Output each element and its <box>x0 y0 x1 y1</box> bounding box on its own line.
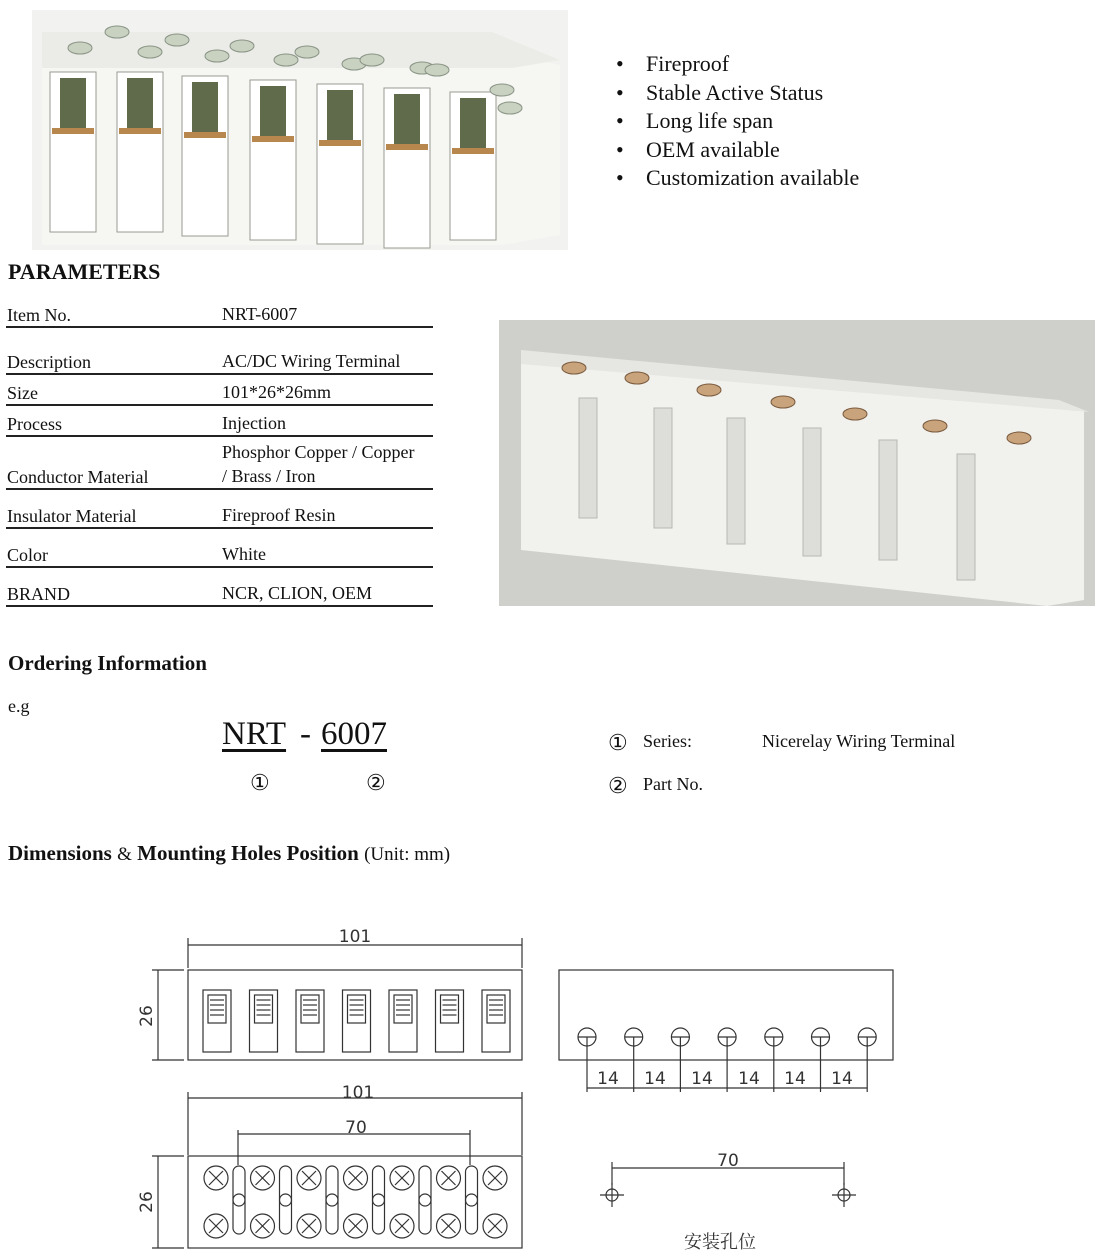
legend-value: Nicerelay Wiring Terminal <box>762 731 956 751</box>
parameters-title: PARAMETERS <box>8 259 161 284</box>
terminal-clamp <box>394 995 412 1023</box>
product-photo-top <box>32 10 568 250</box>
param-label: BRAND <box>6 567 221 606</box>
table-row <box>6 298 433 327</box>
code-part-number: 6007 <box>321 716 387 752</box>
pitch-label: 14 <box>691 1069 713 1089</box>
mounting-slot <box>326 1166 338 1234</box>
dim-length-label: 101 <box>341 1083 375 1103</box>
param-value: NCR, CLION, OEM <box>221 567 433 606</box>
dim-hole-span-label: 70 <box>345 1118 367 1138</box>
pitch-label: 14 <box>784 1069 806 1089</box>
mounting-hole <box>233 1194 245 1206</box>
pitch-label: 14 <box>644 1069 666 1089</box>
terminal-slot <box>482 990 510 1052</box>
code-separator: - <box>300 716 311 752</box>
param-label: Item No. <box>6 298 221 327</box>
feature-item: • Stable Active Status <box>616 79 859 108</box>
param-value-line: / Brass / Iron <box>222 466 316 486</box>
terminal-slot <box>389 990 417 1052</box>
mounting-slot <box>280 1166 292 1234</box>
dim-length-label: 101 <box>338 927 372 947</box>
mounting-slot <box>233 1166 245 1234</box>
mounting-slot <box>419 1166 431 1234</box>
param-label: Size <box>6 374 221 405</box>
parameters-table <box>6 298 433 607</box>
dim-height-label: 26 <box>137 1191 157 1213</box>
mounting-hole-caption: 安装孔位 <box>684 1232 756 1253</box>
param-label: Color <box>6 528 221 567</box>
feature-item: • Customization available <box>616 164 859 193</box>
dimension-drawing <box>0 900 1100 1260</box>
mounting-hole <box>419 1194 431 1206</box>
param-value-line: Phosphor Copper / Copper <box>222 442 415 462</box>
mounting-hole <box>466 1194 478 1206</box>
terminal-slot <box>296 990 324 1052</box>
feature-list <box>616 50 859 193</box>
terminal-clamp <box>487 995 505 1023</box>
feature-item: • Fireproof <box>616 50 859 79</box>
dimensions-title-a: Dimensions <box>8 841 112 865</box>
terminal-slot <box>343 990 371 1052</box>
pitch-label: 14 <box>597 1069 619 1089</box>
dimensions-unit: (Unit: mm) <box>364 844 451 865</box>
legend-label: Part No. <box>643 774 703 794</box>
mounting-slot <box>373 1166 385 1234</box>
terminal-slot <box>436 990 464 1052</box>
feature-item: • OEM available <box>616 136 859 165</box>
terminal-clamp <box>348 995 366 1023</box>
terminal-clamp <box>208 995 226 1023</box>
mounting-slot <box>466 1166 478 1234</box>
legend-marker: ② <box>608 773 628 798</box>
legend-marker: ① <box>608 730 628 755</box>
table-row <box>6 405 433 436</box>
ordering-title: Ordering Information <box>8 651 207 675</box>
param-value <box>221 436 433 489</box>
param-value: AC/DC Wiring Terminal <box>221 327 433 374</box>
table-row <box>6 489 433 528</box>
mounting-hole <box>326 1194 338 1206</box>
dim-hole-span-label: 70 <box>717 1151 739 1171</box>
table-row <box>6 327 433 374</box>
terminal-slot <box>203 990 231 1052</box>
dimensions-title-b: Mounting Holes Position <box>137 841 359 865</box>
param-label: Process <box>6 405 221 436</box>
table-row <box>6 528 433 567</box>
ordering-example-label: e.g <box>8 696 30 716</box>
param-value: NRT-6007 <box>221 298 433 327</box>
table-row <box>6 374 433 405</box>
table-row <box>6 567 433 606</box>
terminal-slot <box>250 990 278 1052</box>
param-label: Description <box>6 327 221 374</box>
terminal-clamp <box>255 995 273 1023</box>
dim-height-label: 26 <box>137 1005 157 1027</box>
feature-item: • Long life span <box>616 107 859 136</box>
dimensions-title <box>8 841 450 866</box>
pitch-label: 14 <box>738 1069 760 1089</box>
code-series: NRT <box>222 716 287 752</box>
pitch-label: 14 <box>831 1069 853 1089</box>
param-label: Insulator Material <box>6 489 221 528</box>
param-value: Fireproof Resin <box>221 489 433 528</box>
terminal-clamp <box>301 995 319 1023</box>
mounting-hole <box>280 1194 292 1206</box>
product-photo-bottom <box>499 320 1095 606</box>
dimensions-title-amp: & <box>117 844 132 865</box>
mounting-hole <box>373 1194 385 1206</box>
terminal-clamp <box>441 995 459 1023</box>
legend-label: Series: <box>643 731 692 751</box>
code-marker: ② <box>366 770 386 795</box>
param-label: Conductor Material <box>6 436 221 489</box>
param-value: Injection <box>221 405 433 436</box>
code-marker: ① <box>250 770 270 795</box>
param-value: 101*26*26mm <box>221 374 433 405</box>
table-row <box>6 436 433 489</box>
param-value: White <box>221 528 433 567</box>
